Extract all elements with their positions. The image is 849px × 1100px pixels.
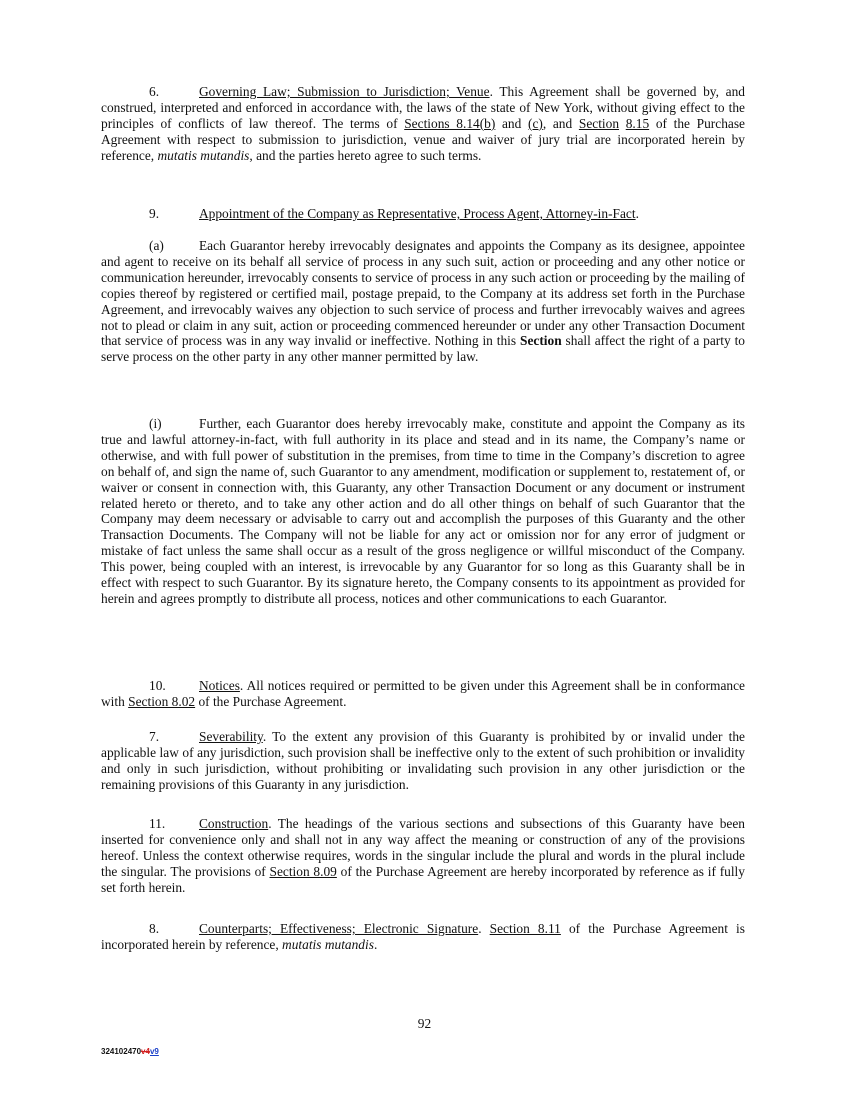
section-title: Appointment of the Company as Representative, Process Agent, Attorney-in-Fact [199,206,636,221]
section-number: 9. [149,206,160,221]
subsection-number: (i) [149,416,162,431]
section-9a-paragraph: (a) Each Guarantor hereby irrevocably designates and appoints the Company as its designee, appointee and agent to receive on its behalf all service of process in any such suit, action or proceeding and any other notice or communication hereunder, irrevocably consents to service of process in any such action or proceeding by the mailing of copies thereof by registered or certified mail, postage prepaid, to the Company at its address set forth in the Purchase Agreement, and irrevocably waives any objection to such service of process and further irrevocably waives and agrees not to plead or claim in any suit, action or proceeding commenced hereunder or under any other Transaction Document that service of process was in any way invalid or ineffective. Nothing in this Section shall affect the right of a party to serve process on the other party in any other manner permitted by law. [101,238,745,365]
page-number: 92 [417,1016,432,1031]
cross-reference: Section 8.02 [128,693,196,709]
cross-reference: (c) [527,115,543,131]
section-number: 7. [149,729,160,744]
section-title: Counterparts; Effectiveness; Electronic Signature [199,921,479,936]
section-10-paragraph: 10. Notices. All notices required or permitted to be given under this Agreement shall be in conformance with Section 8.02 of the Purchase Agreement. [101,678,745,709]
inserted-version: v9 [149,1047,159,1056]
section-title: Governing Law; Submission to Jurisdiction; Venue [199,84,490,99]
section-number: 10. [149,678,166,693]
section-7-paragraph: 7. Severability. To the extent any provision of this Guaranty is prohibited by or invalid under the applicable law of any jurisdiction, such provision shall be ineffective only to the extent of such prohibition or invalidity and only in such jurisdiction, without prohibiting or invalidating such provision in any other jurisdiction or the remaining provisions of this Guaranty in any jurisdiction. [101,729,745,792]
cross-reference: 8.15 [625,115,650,131]
section-11-paragraph: 11. Construction. The headings of the various sections and subsections of this Guaranty have been inserted for convenience only and shall not in any way affect the meaning or construction of any of the provisions hereof. Unless the context otherwise requires, words in the singular include the plural and words in the plural include the singular. The provisions of Section 8.09 of the Purchase Agreement are hereby incorporated by reference as if fully set forth herein. [101,816,745,895]
subsection-number: (a) [149,238,164,253]
section-title: Severability [199,729,263,744]
section-9-heading: 9. Appointment of the Company as Representative, Process Agent, Attorney-in-Fact. [149,206,639,221]
section-number: 11. [149,816,166,831]
document-id [101,1047,159,1056]
cross-reference: Section 8.09 [269,863,337,879]
document-number: 324102470 [101,1047,142,1056]
cross-reference: Sections 8.14(b) [404,115,496,131]
section-title: Notices [199,678,240,693]
deleted-version: v4 [141,1047,150,1056]
section-9i-paragraph: (i) Further, each Guarantor does hereby irrevocably make, constitute and appoint the Company as its true and lawful attorney-in-fact, with full authority in its place and stead and in its name, the Company’s name or otherwise, and with full power of substitution in the premises, from time to time in the Company’s discretion to agree on behalf of, and sign the name of, such Guarantor to any amendment, modification or supplement to, restatement of, or waiver or consent in connection with, this Guaranty, any other Transaction Document or any document or instrument related hereto or thereto, and to take any other action and do all other things on behalf of such Guarantor that the Company may deem necessary or advisable to carry out and accomplish the purposes of this Guaranty and the other Transaction Documents. The Company will not be liable for any act or omission nor for any error of judgment or mistake of fact unless the same shall occur as a result of the gross negligence or willful misconduct of the Company. This power, being coupled with an interest, is irrevocable by any Guarantor for so long as this Guaranty shall be in effect with respect to such Guarantor. By its signature hereto, the Company consents to its appointment as provided for herein and agrees promptly to distribute all process, notices and other communications to each Guarantor. [101,416,745,606]
section-6-paragraph: 6. Governing Law; Submission to Jurisdiction; Venue. This Agreement shall be governed by, and construed, interpreted and enforced in accordance with, the laws of the state of New York, without giving effect to the principles of conflicts of law thereof. The terms of Sections 8.14(b) and (c), and Section 8.15 of the Purchase Agreement with respect to submission to jurisdiction, venue and waiver of jury trial are incorporated herein by reference, mutatis mutandis, and the parties hereto agree to such terms. [101,84,746,163]
section-number: 6. [149,84,160,99]
section-number: 8. [149,921,160,936]
cross-reference: Section [578,115,620,131]
section-8-paragraph: 8. Counterparts; Effectiveness; Electronic Signature. Section 8.11 of the Purchase Agreement is incorporated herein by reference, mutatis mutandis. [101,921,745,952]
cross-reference: Section 8.11 [489,921,561,936]
section-title: Construction [199,816,269,831]
